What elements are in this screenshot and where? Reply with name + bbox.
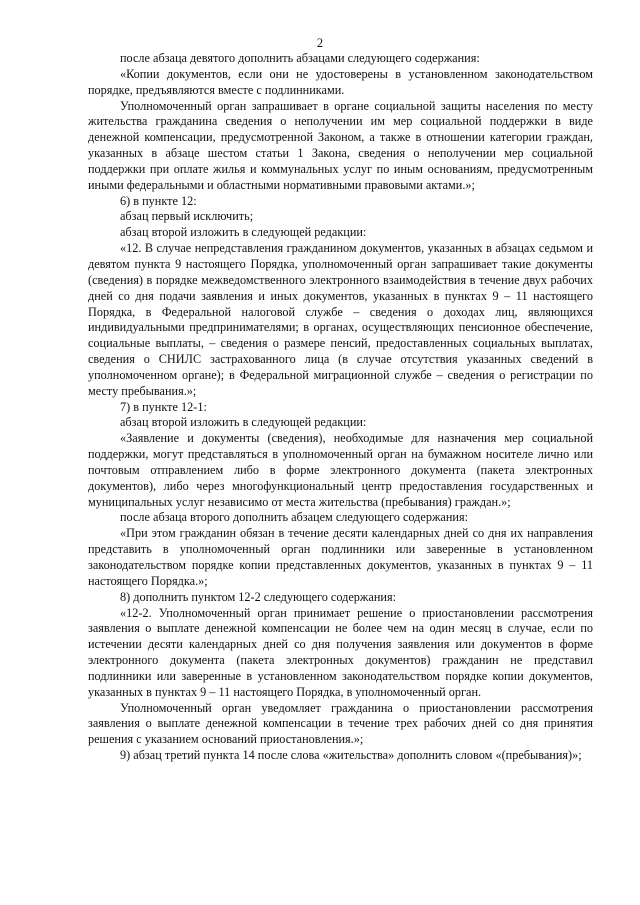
paragraph-15: Уполномоченный орган уведомляет гражданина о приостановлении рассмотрения заявления о выплате денежной компенсации в течение трех рабочих дней со дня принятия решения с указанием оснований приостановления.»; (88, 700, 593, 747)
paragraph-11: после абзаца второго дополнить абзацем следующего содержания: (120, 510, 469, 525)
paragraph-10: «Заявление и документы (сведения), необходимые для назначения мер социальной поддержки, могут представляться в уполномоченный орган на бумажном носителе лично или почтовым отправлением либо в форме электронного документа (пакета электронных документов), либо через многофункциональный центр предоставления государственных и муниципальных услуг независимо от места жительства (пребывания) граждан.»; (88, 431, 593, 509)
paragraph-13: 8) дополнить пунктом 12-2 следующего содержания: (120, 589, 396, 604)
paragraph-14: «12-2. Уполномоченный орган принимает решение о приостановлении рассмотрения заявления о выплате денежной компенсации не более чем на один месяц в случае, если по истечении десяти календарных дней со дня получения заявления или документов в форме электронного документа (пакета электронных документов) гражданин не представил подлинники или заверенные в установленном законодательством порядке копии документов, указанных в пунктах 9 – 11 настоящего Порядка, в уполномоченный орган. (88, 605, 593, 699)
paragraph-9: абзац второй изложить в следующей редакции: (120, 415, 367, 430)
paragraph-5: абзац первый исключить; (120, 209, 254, 224)
paragraph-4: 6) в пункте 12: (120, 193, 197, 208)
document-body (88, 51, 593, 764)
paragraph-2: «Копии документов, если они не удостоверены в установленном законодательством порядке, предъявляются вместе с подлинниками. (88, 66, 593, 97)
paragraph-16: 9) абзац третий пункта 14 после слова «жительства» дополнить словом «(пребывания)»; (120, 748, 582, 763)
paragraph-3: Уполномоченный орган запрашивает в органе социальной защиты населения по месту жительства гражданина сведения о неполучении им мер социальной поддержки в виде денежной компенсации, предусмотренной Законом, а также в отношении категории граждан, указанных в абзаце шестом статьи 1 Закона, сведения о неполучении мер социальной поддержки при оплате жилья и коммунальных услуг по иным основаниям, предусмотренным иными федеральными и областными нормативными правовыми актами.»; (88, 98, 593, 192)
page-number: 2 (316, 36, 324, 50)
paragraph-12: «При этом гражданин обязан в течение десяти календарных дней со дня их направления представить в уполномоченный орган подлинники или заверенные в установленном законодательством порядке копии представленных документов, указанных в пунктах 9 – 11 настоящего Порядка.»; (88, 526, 593, 588)
paragraph-8: 7) в пункте 12-1: (120, 399, 207, 414)
paragraph-6: абзац второй изложить в следующей редакции: (120, 225, 367, 240)
paragraph-1: после абзаца девятого дополнить абзацами следующего содержания: (120, 51, 480, 65)
paragraph-7: «12. В случае непредставления гражданином документов, указанных в абзацах седьмом и девятом пункта 9 настоящего Порядка, уполномоченный орган запрашивает такие документы (сведения) в порядке межведомственного электронного взаимодействия в течение двух рабочих дней со дня подачи заявления и иных документов, указанных в пунктах 9 – 11 настоящего Порядка, в Федеральной налоговой службе – сведения о доходах лиц, являющихся индивидуальными предпринимателями; в органах, осуществляющих пенсионное обеспечение, социальные выплаты, – сведения о размере пенсий, предоставленных социальных выплатах, сведения о СНИЛС застрахованного лица (в случае отсутствия указанных сведений в уполномоченном органе); в Федеральной миграционной службе – сведения о регистрации по месту пребывания.»; (88, 241, 593, 398)
